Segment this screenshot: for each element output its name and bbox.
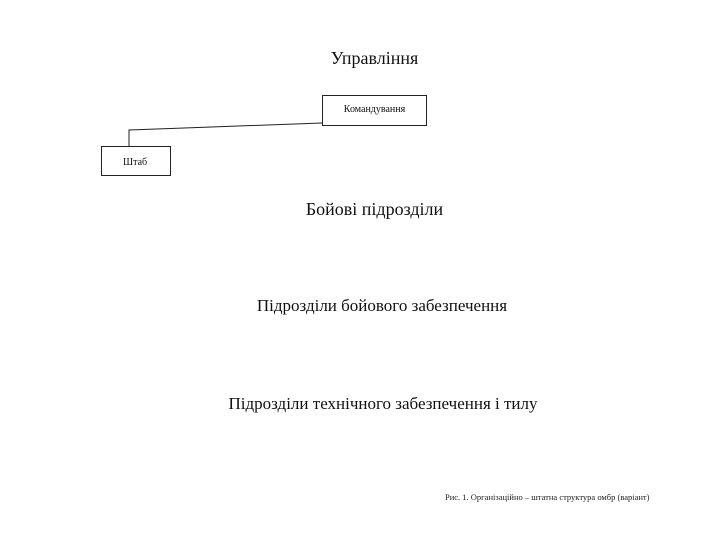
combat-support-units-heading: Підрозділи бойового забезпечення — [256, 296, 508, 315]
management-heading: Управління — [330, 48, 419, 68]
technical-support-units-heading: Підрозділи технічного забезпечення і тилу — [228, 394, 538, 413]
combat-units-heading: Бойові підрозділи — [305, 199, 444, 219]
staff-box: Штаб — [101, 146, 171, 176]
figure-caption: Рис. 1. Організаційно – штатна структура омбр (варіант) — [445, 492, 650, 502]
command-box: Командування — [322, 95, 427, 126]
